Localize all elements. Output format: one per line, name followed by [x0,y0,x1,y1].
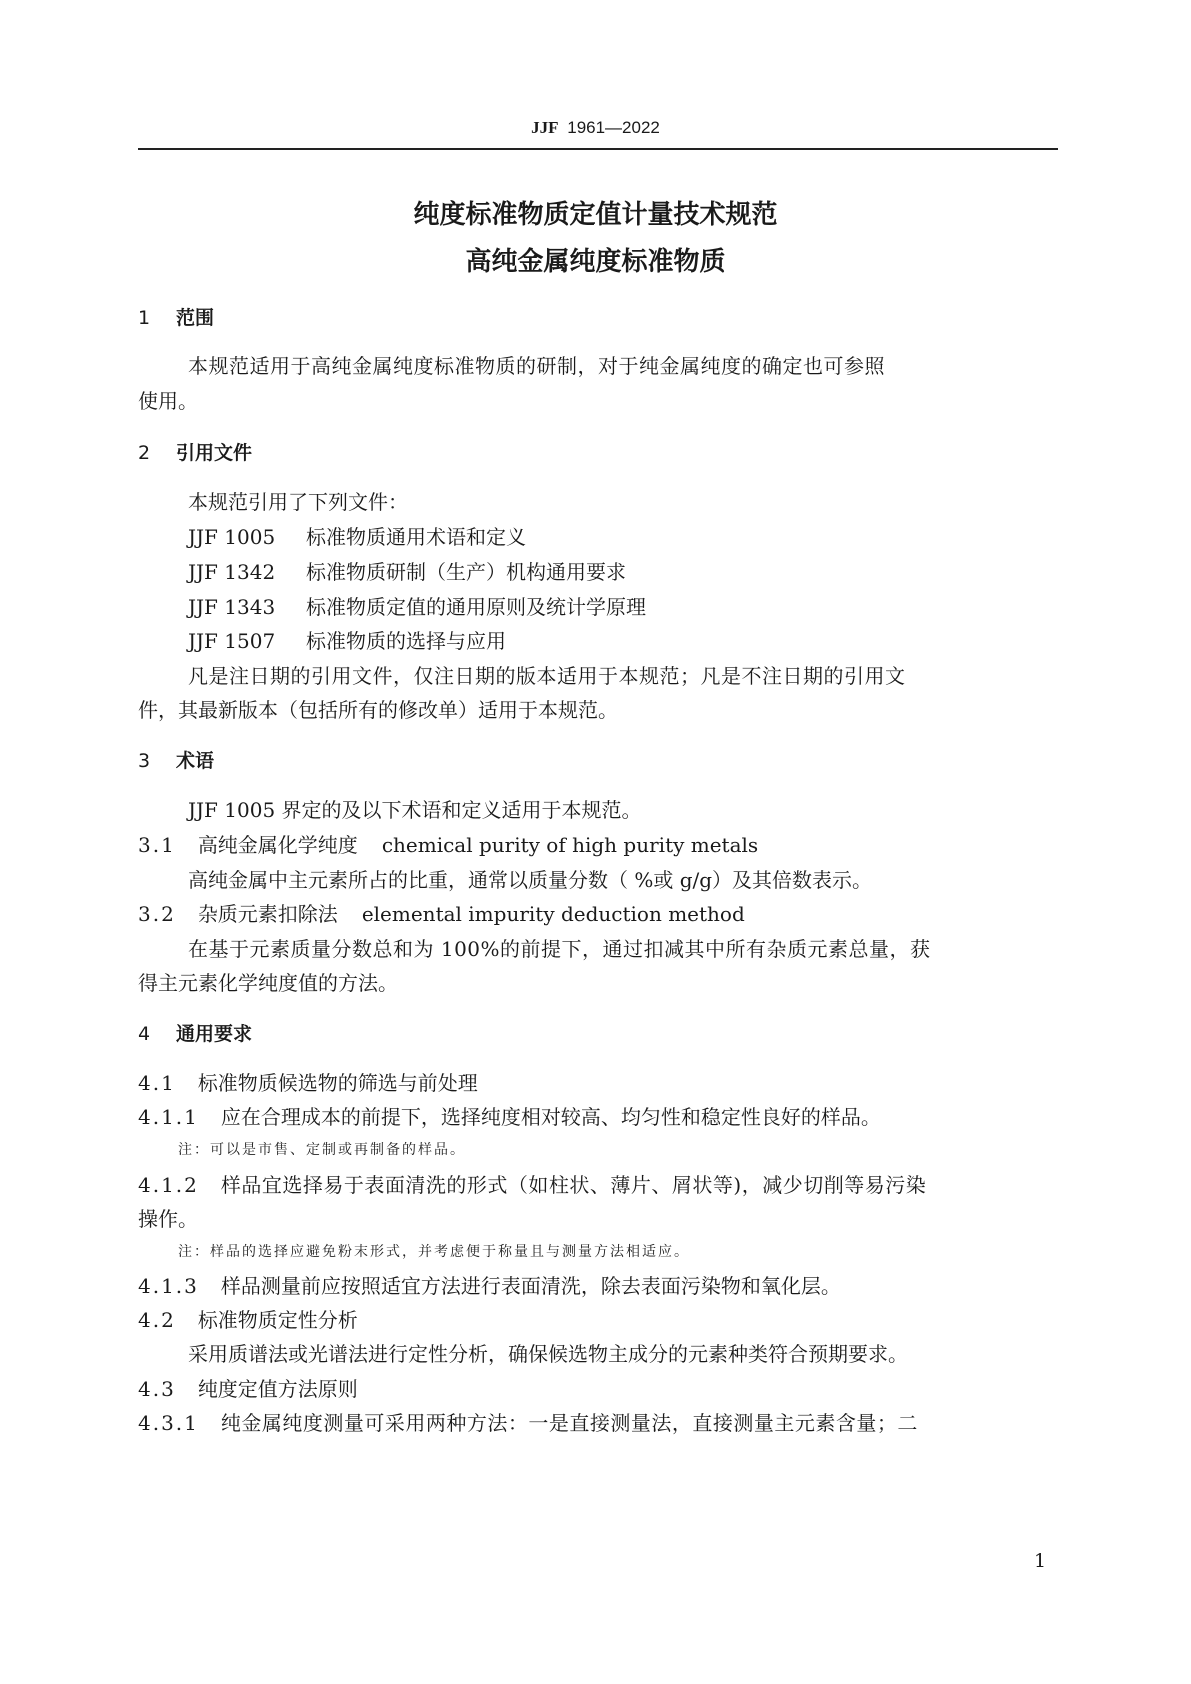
section-2-intro: 本规范引用了下列文件： [188,490,408,514]
clause-4-3-1: 4.3.1 纯金属纯度测量可采用两种方法：一是直接测量法，直接测量主元素含量；二 [138,1411,918,1435]
clause-4-1-1: 4.1.1 应在合理成本的前提下，选择纯度相对较高、均匀性和稳定性良好的样品。 [138,1105,881,1129]
section-1-paragraph-line2: 使用。 [138,389,198,413]
term-3-2-definition-line1: 在基于元素质量分数总和为 100%的前提下，通过扣减其中所有杂质元素总量，获 [188,937,931,961]
clause-4-2: 4.2 标准物质定性分析 [138,1308,358,1332]
section-2-paragraph-line1: 凡是注日期的引用文件，仅注日期的版本适用于本规范；凡是不注日期的引用文 [188,664,906,688]
reference-item: JJF 1342 标准物质研制（生产）机构通用要求 [188,560,626,584]
header-rule [138,148,1058,150]
clause-4-1: 4.1 标准物质候选物的筛选与前处理 [138,1071,478,1095]
section-2-heading: 2 引用文件 [138,442,253,464]
term-3-1: 3.1 高纯金属化学纯度 chemical purity of high purity metals [138,833,759,857]
clause-4-1-3: 4.1.3 样品测量前应按照适宜方法进行表面清洗，除去表面污染物和氧化层。 [138,1274,841,1298]
section-2-paragraph-line2: 件，其最新版本（包括所有的修改单）适用于本规范。 [138,698,618,722]
header-code: JJF [531,118,559,137]
term-3-1-definition: 高纯金属中主元素所占的比重，通常以质量分数（ %或 g/g）及其倍数表示。 [188,868,873,892]
note-2: 注：样品的选择应避免粉末形式，并考虑便于称量且与测量方法相适应。 [178,1244,690,1260]
doc-subtitle: 高纯金属纯度标准物质 [465,247,726,277]
reference-item: JJF 1343 标准物质定值的通用原则及统计学原理 [188,595,646,619]
header-number: 1961—2022 [567,118,660,137]
clause-4-1-2-line2: 操作。 [138,1207,198,1231]
section-1-heading: 1 范围 [138,307,215,329]
doc-title: 纯度标准物质定值计量技术规范 [413,200,778,230]
page-number: 1 [1034,1550,1047,1572]
section-1-paragraph-line1: 本规范适用于高纯金属纯度标准物质的研制，对于纯金属纯度的确定也可参照 [188,354,885,378]
term-3-2: 3.2 杂质元素扣除法 elemental impurity deduction method [138,902,745,926]
clause-4-1-2-line1: 4.1.2 样品宜选择易于表面清洗的形式（如柱状、薄片、屑状等)，减少切削等易污染 [138,1173,927,1197]
clause-4-3: 4.3 纯度定值方法原则 [138,1377,358,1401]
reference-item: JJF 1507 标准物质的选择与应用 [188,629,506,653]
running-header [0,118,1191,138]
section-4-heading: 4 通用要求 [138,1023,253,1045]
note-1: 注：可以是市售、定制或再制备的样品。 [178,1142,466,1158]
term-3-2-definition-line2: 得主元素化学纯度值的方法。 [138,971,398,995]
section-3-heading: 3 术语 [138,750,215,772]
clause-4-2-text: 采用质谱法或光谱法进行定性分析，确保候选物主成分的元素种类符合预期要求。 [188,1342,908,1366]
section-3-intro: JJF 1005 界定的及以下术语和定义适用于本规范。 [188,798,642,822]
reference-item: JJF 1005 标准物质通用术语和定义 [188,525,526,549]
